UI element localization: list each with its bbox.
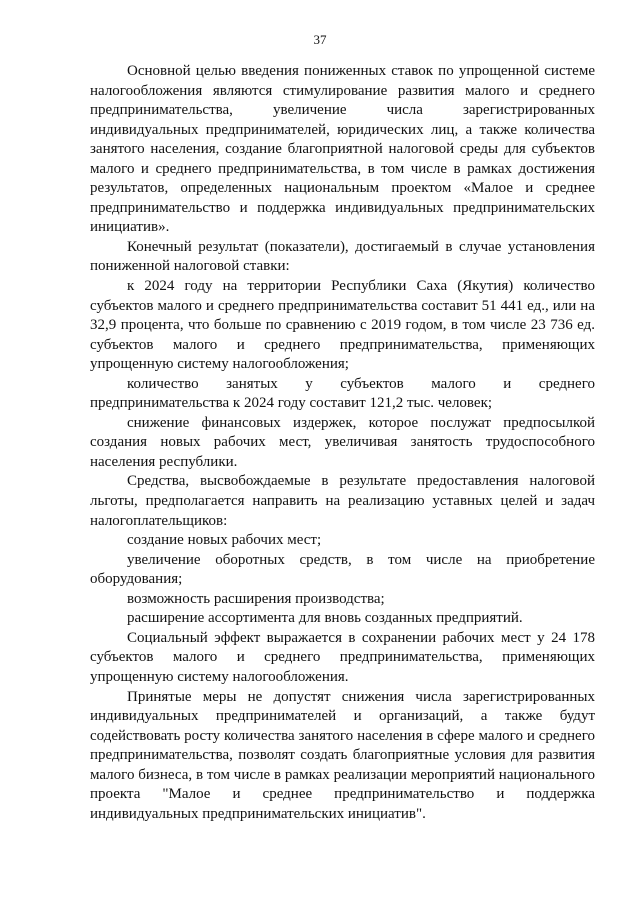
paragraph-measures: Принятые меры не допустят снижения числа зарегистрированных индивидуальных предпринимателей и организаций, а также будут содействовать росту количества занятого населения в сфере малого и среднего предпринимательства, позволят создать благоприятные условия для развития малого бизнеса, в том числе в рамках реализации мероприятий национального проекта "Малое и среднее предпринимательство и поддержка индивидуальных предпринимательских инициатив".: [90, 688, 595, 822]
list-item-working-capital: увеличение оборотных средств, в том числе на приобретение оборудования;: [90, 551, 595, 588]
paragraph-cost-reduction: снижение финансовых издержек, которое послужат предпосылкой создания новых рабочих мест, увеличивая занятость трудоспособного населения республики.: [90, 414, 595, 470]
list-item-new-jobs: создание новых рабочих мест;: [127, 532, 322, 549]
paragraph-employment: количество занятых у субъектов малого и среднего предпринимательства к 2024 году составит 121,2 тыс. человек;: [90, 375, 595, 412]
list-item-expansion: возможность расширения производства;: [127, 590, 385, 607]
paragraph-smb-count: к 2024 году на территории Республики Саха (Якутия) количество субъектов малого и среднего предпринимательства составит 51 441 ед., или на 32,9 процента, что больше по сравнению с 2019 годом, в том числе 23 736 ед. субъектов малого и среднего предпринимательства, применяющих упрощенную систему налогообложения;: [90, 278, 595, 373]
paragraph-released-funds: Средства, высвобождаемые в результате предоставления налоговой льготы, предполагается направить на реализацию уставных целей и задач налогоплательщиков:: [90, 473, 595, 529]
paragraph-social-effect: Социальный эффект выражается в сохранении рабочих мест у 24 178 субъектов малого и среднего предпринимательства, применяющих упрощенную систему налогообложения.: [90, 629, 595, 685]
list-item-assortment: расширение ассортимента для вновь созданных предприятий.: [127, 610, 523, 627]
page-number: 37: [313, 32, 327, 47]
paragraph-purpose: Основной целью введения пониженных ставок по упрощенной системе налогообложения являются стимулирование развития малого и среднего предпринимательства, увеличение числа зарегистрированных индивидуальных предпринимателей, юридических лиц, а также количества занятого населения, создание благоприятной налоговой среды для субъектов малого и среднего предпринимательства, в том числе в рамках достижения результатов, определенных национальным проектом «Малое и среднее предпринимательство и поддержка индивидуальных предпринимательских инициатив».: [90, 63, 595, 236]
document-body: [90, 62, 595, 824]
paragraph-final-result: Конечный результат (показатели), достигаемый в случае установления пониженной налоговой ставки:: [90, 238, 595, 275]
